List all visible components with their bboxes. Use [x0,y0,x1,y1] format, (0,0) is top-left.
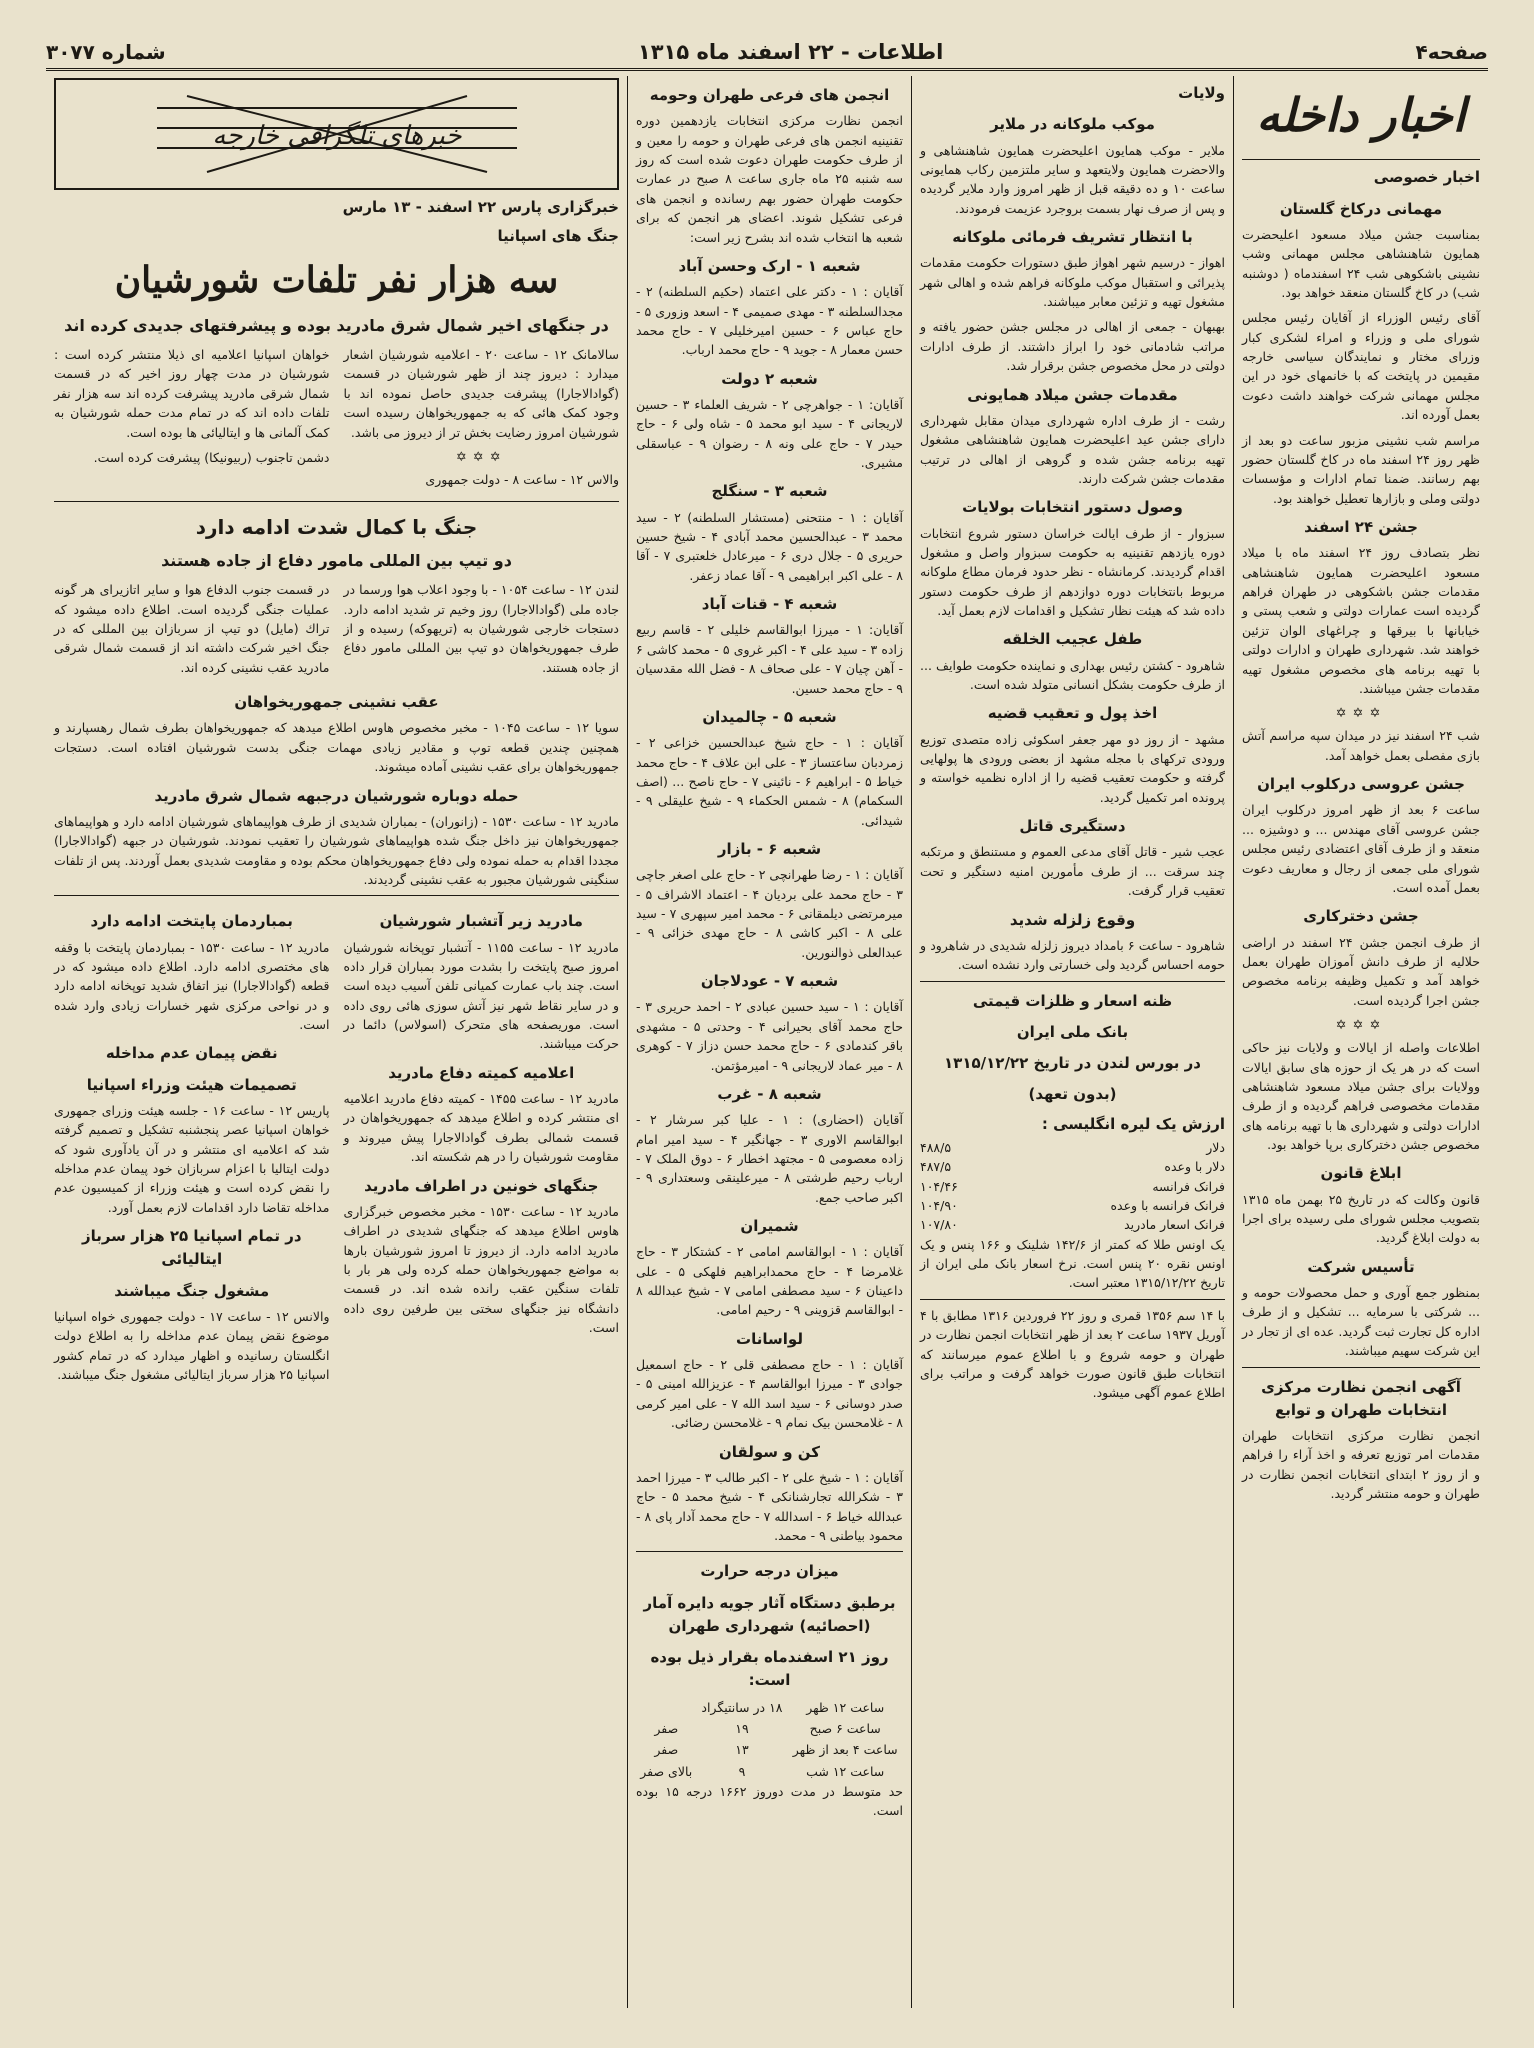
table-row: ساعت ۱۲ شب ۹ بالای صفر [640,1763,885,1779]
exchange-line: در بورس لندن در تاریخ ۱۳۱۵/۱۲/۲۲ [944,1054,1201,1072]
main-headline: سه هزار نفر تلفات شورشیان [114,258,559,301]
article-title: جنگهای خونین در اطراف مادرید [364,1176,599,1195]
column-foreign-news [46,76,628,2008]
article-title: طفل عجیب الخلقه [1002,630,1143,649]
article-title: موکب ملوکانه در ملایر [990,115,1155,134]
article-title: با انتظار تشریف فرمائی ملوکانه [952,228,1193,246]
article-title: تأسیس شرکت [1307,1257,1415,1276]
article-title: اعلامیه کمیته دفاع مادرید [388,1063,575,1082]
two-column-block [54,345,619,495]
article-body: اطلاعات واصله از ایالات و ولایات نیز حاکی است که در هر یک از حوزه های سابق ایالات وولایات برای جشن میلاد مسعود شاهنشاهی مقدمات مخصوصی فراهم گردیده و از طرف ادارات دولتی و شهرداری ها با تهیه برنامه های مخصوص جشن دخترکاری برپا خواهد بود. [1242,1040,1480,1153]
branch-body: آقایان : ۱ - منتحنی (مستشار السلطنه) ۲ - سید محمد ۳ - عبدالحسین محمد آبادی ۴ - شیخ حسین حریری ۵ - جلال دری ۶ - میرعادل خلعتبری ۷ - آقا ۸ - علی اکبر ابراهیمی ۹ - آقا عماد زعفر. [636,509,903,583]
article-body: ملایر - موکب همایون اعلیحضرت همایون شاهنشاهی و والاحضرت همایون ولایتعهد و سایر ملتزمین رکاب همایونی ساعت ۱۰ و ده دقیقه قبل از ظهر امروز وارد ملایر گردیده و پس از صرف نهار بسمت بروجرد عزیمت فرمودند. [920,142,1225,216]
article-body: عجب شیر - قاتل آقای مدعی العموم و مستنطق و مرتکبه چند سرقت ... از طرف مأمورین امنیه دستگیر و تحت تعقیب قرار گرفت. [920,844,1225,899]
table-row: ساعت ۱۲ ظهر ۱۸ در سانتیگراد [701,1699,885,1715]
page-number: صفحه۴ [1415,40,1488,64]
article-title: حمله دوباره شورشیان درجبهه شمال شرق مادرید [154,786,519,805]
article [1242,198,1480,1504]
article-title: اخذ پول و تعقیب قضیه [987,704,1158,723]
article-title: وقوع زلزله شدید [1009,910,1136,929]
article-body: مادرید ۱۲ - ساعت ۱۴۵۵ - کمیته دفاع مادرید اعلامیه ای منتشر کرده و اطلاع میدهد که جمهوریخواهان در قسمت شمالی بطرف گوادالاجارا پیش میروند و مقاومت شورشیان را در هم شکسته اند. [343,1091,619,1165]
exchange-rates [920,990,1225,1293]
article-body: والاس ۱۲ - ساعت ۸ - دولت جمهوری [425,472,619,488]
telegraph-lines-icon [147,88,527,180]
article-title: جنگ با کمال شدت ادامه دارد [195,515,478,540]
article-body: انجمن نظارت مرکزی انتخابات طهران مقدمات امر توزیع تعرفه و اخذ آراء را فراهم و از روز ۲ ابتدای انتخابات انجمن نظارت در طهران و حومه منتشر گردید. [1242,1428,1480,1502]
article-body: مادرید ۱۲ - ساعت ۱۵۳۰ - (زانوران) - بمباران شدیدی از طرف هواپیماهای شورشیان ادامه دارد و هواپیماهای جمهوریخواهان نیز داخل جنگ شده هواپیماهای شورشیان را تعقیب نمودند. شورشیان در جبهه (گوادالاجارا) مجددا اقدام به حمله نموده ولی دفاع جمهوریخواهان محکم بوده و مقاومت شدیدی بعمل آوردند. پس از تلفات سنگینی شورشیان مجبور به عقب نشینی گردیدند. [54,813,619,887]
exchange-bank: بانک ملی ایران [1016,1022,1129,1041]
article-title: عقب نشینی جمهوریخواهان [234,693,439,712]
article-title: دستگیری قاتل [1019,817,1126,836]
branch-title: شعبه ۵ - چالمیدان [702,707,837,726]
branch-title: شعبه ۲ دولت [721,369,818,388]
article-body: در قسمت جنوب الدفاع هوا و سایر اتازیرای هر گونه عملیات جنگی گردیده است. اطلاع داده میشود که تراك (مایل) دو تیپ از سربازان بین المللی که در جنگ اخیر شرکت داشته اند از قسمت شمال شرقی مادرید عقب نشینی کرده اند. [54,582,330,675]
branch-title: شمیران [740,1217,799,1235]
article-body: مادرید ۱۲ - ساعت ۱۱۵۵ - آتشبار توپخانه شورشیان امروز صبح پایتخت را بشدت مورد بمباران قرار داده است. چند باب عمارت کمیانی تلفن آسیب دیده است و در سایر نقاط شهر نیز آتش سوزی هائی روی داده است. موریصفحه های متحرک (اسولاس) دائما در حرکت میباشند. [343,939,620,1052]
article-body: ساعت ۶ بعد از ظهر امروز درکلوب ایران جشن عروسی آقای مهندس ... و دوشیزه ... منعقد و از طرف آقای اعتضادی رئیس مجلس شورای ملی جمعی از رجال و معاریف دعوت بعمل آمده است. [1242,802,1480,895]
article-body: والانس ۱۲ - ساعت ۱۷ - دولت جمهوری خواه اسپانیا موضوع نقض پیمان عدم مداخله را به اطلاع دولت انگلستان رسانیده و اظهار میدارد که در تمام کشور اسپانیا ۲۵ هزار سرباز ایتالیائی مشغول جنگ میباشند. [54,1308,330,1383]
article-title: مادرید زیر آتشبار شورشیان [379,912,583,931]
article-body: دشمن تاجنوب (ربیونیکا) پیشرفت کرده است. [93,449,330,465]
section-title: جنگ های اسپانیا [497,227,619,246]
column-provinces [912,76,1234,2008]
article-body: نظر بتصادف روز ۲۴ اسفند ماه با میلاد مسعود اعلیحضرت همایون شاهنشاهی مقدمات جشن باشکوهی در طهران فراهم گردیده است عمارات دولتی و شعب پستی و خیابانها با بیرقها و چراغهای الوان تزئین خواهند شد. شهرداری طهران و ادارات دولتی با تهیه برنامه های مخصوص مشغول تهیه مقدمات جشن میباشند. [1242,545,1480,696]
article-body: مراسم شب نشینی مزبور ساعت دو بعد از ظهر روز ۲۴ اسفند ماه در کاخ گلستان حضور بهم رسانند. ضمنا تمام ادارات و مؤسسات دولتی وملی و بازارها تعطیل خواهند بود. [1242,432,1480,506]
elections-notice: با ۱۴ سم ۱۳۵۶ قمری و روز ۲۲ فروردین ۱۳۱۶ مطابق با ۴ آوریل ۱۹۳۷ ساعت ۲ بعد از ظهر انتخابات انجمن نظارت در طهران و حومه شروع و با اطلاع عموم میرسانند که انتخابات طبق قانون صورت خواهد گرفت و مراتب برای اطلاع عموم آگهی میشود. [920,1307,1226,1401]
article-body: اهواز - درسیم شهر اهواز طبق دستورات حکومت مقدمات پذیرائی و استقبال موکب ملوکانه فراهم شده و اهالی شهر مشغول تهیه و تزئین معابر میباشند. [920,255,1225,309]
article-title: انجمن های فرعی طهران وحومه [649,86,890,104]
article-body: لندن ۱۲ - ساعت ۱۰۵۴ - با وجود اعلاب هوا ورسما در جاده ملی (گوادالاجارا) روز وخیم تر شدید ادامه دارد. دستجات خارجی شورشیان به (تریهوکه) رسیده و از طرف جمهوریخواهان دو تیپ بین المللی مامور دفاع از جاده هستند. [343,582,619,675]
branch-body: آقایان : ۱ - حاج شیخ عبدالحسین خزاعی ۲ - زمردبان ساعتساز ۳ - علی ابن علاف ۴ - حاج محمد خیاط ۵ - ابراهیم ۶ - نائینی ۷ - حاج ناصح ... (اصف السکمام) ۸ - شمس الحکماء ۹ - شیخ علیقلی ۹ - شیدائی. [636,735,904,828]
masthead [46,36,1488,71]
exchange-row: دلار ۴۸۸/۵ [920,1139,1225,1155]
article-body: سبزوار - از طرف ایالت خراسان دستور شروع انتخابات دوره یازدهم تقنینیه به حکومت سبزوار واصل و مشغول اقدام گردیدند. کرمانشاه - نظر حدود فرمان مطاع ملوکانه مربوط بانتخابات دوره دوازدهم از طرف حکومت دستور داده شد که هیئت نظار تشکیل و اقدامات لازم بعمل آید. [920,525,1225,618]
two-column-block [54,902,619,1390]
branch-title: شعبه ۱ - ارک وحسن آباد [678,256,861,275]
article-title: نقض پیمان عدم مداخله [105,1044,278,1063]
branch-body: آقایان : ۱ - شیخ علی ۲ - اکبر طالب ۳ - میرزا احمد ۳ - شکرالله تجارشنانکی ۴ - شیخ محمد ۵ - حاج عبدالله خیاط ۶ - اسدالله ۷ - حاج محمد آدار پای ۸ - محمود بیاطنی ۹ - محمد. [636,1469,904,1543]
exchange-head: ارزش یک لیره انگلیسی : [1041,1114,1225,1133]
article-subtitle: مشغول جنگ میباشند [114,1281,270,1300]
foreign-news-logo [54,78,619,190]
dateline: خبرگزاری پارس ۲۲ اسفند - ۱۳ مارس [342,198,619,216]
article-title: جشن عروسی درکلوب ایران [1257,775,1465,794]
article-body: شب ۲۴ اسفند نیز در میدان سپه مراسم آتش بازی مفصلی بعمل خواهد آمد. [1242,728,1480,763]
article-body: مشهد - از روز دو مهر جعفر اسکوئی زاده متصدی توزیع ورودی ترکهای با مجله مشهد از بعضی ورودی ها پولهایی گرفته و حکومت تعقیب قضیه را از اداره نظمیه خواسته و پرونده امر تکمیل گردید. [920,731,1225,805]
branch-body: آقایان : ۱ - ابوالقاسم امامی ۲ - کشتکار ۳ - حاج غلامرضا ۴ - حاج محمدابراهیم فلهکی ۵ - علی داعینان ۶ - سید مصطفی امامی ۷ - شیخ عبدالله ۸ - ابوالقاسم قزوینی ۹ - رحیم امامی. [636,1244,903,1318]
branch-title: شعبه ۶ - بازار [717,840,822,858]
branch-title: شعبه ۳ - سنگلج [711,482,828,501]
article-subtitle: دو تیپ بین المللی مامور دفاع از جاده هستند [161,551,512,571]
branch-title: لواسانات [736,1329,803,1348]
exchange-note: (بدون تعهد) [1028,1085,1117,1104]
article-title: جشن دخترکاری [1303,907,1419,926]
article-body: انجمن نظارت مرکزی انتخابات یازدهمین دوره تقنینیه انجمن های فرعی طهران و حومه را معین و از طرف حکومت طهران دعوت شده است که روز سه شنبه ۲۵ ماه جاری ساعت ۸ صبح در عمارت حکومت طهران حضور بهم رسانده و انجمن های فرعی تشکیل شوند. اعضای هر انجمن که برای شعبه ها انتخاب شده اند بشرح زیر است: [636,113,903,245]
exchange-row: دلار با وعده ۴۸۷/۵ [920,1159,1225,1175]
column-domestic [1234,76,1488,2008]
section-banner: اخبار داخله [1256,88,1466,142]
article-title: بمباردمان پایتخت ادامه دارد [90,912,293,931]
article-body: خواهان اسپانیا اعلامیه ای ذیلا منتشر کرده است : شورشیان در مدت چهار روز اخیر که در قسمت شمال شرقی مادرید پیشرفت کرده اند سه هزار نفر تلفات داده اند که در تمام مدت حمله شورشیان به کمک آلمانی ها و ایتالیائی ها بوده است. [54,347,330,440]
article-title: ابلاغ قانون [1320,1164,1402,1183]
branch-body: آقایان: ۱ - میرزا ابوالقاسم خلیلی ۲ - قاسم ربیع زاده ۳ - سید علی ۴ - اکبر غروی ۵ - محمد کاشی ۶ - آهن چیان ۷ - علی صحاف ۸ - فضل الله مقدسیان ۹ - حاج محمد حسین. [636,622,904,696]
branch-title: کن و سولقان [718,1442,820,1461]
weather-title: میزان درجه حرارت [700,1562,839,1581]
branch-title: شعبه ۸ - غرب [717,1084,822,1103]
weather-note: روز ۲۱ اسفندماه بقرار ذیل بوده است: [650,1648,889,1690]
weather-subtitle: برطبق دستگاه آثار جویه دایره آمار (احصائیه) شهرداری طهران [643,1593,896,1635]
article-title: در تمام اسپانیا ۲۵ هزار سرباز ایتالیائی [81,1227,302,1269]
sub-headline: در جنگهای اخیر شمال شرق مادرید بوده و پیشرفتهای جدیدی کرده اند [64,316,609,336]
weather-footer: حد متوسط در مدت دوروز ۱۶۶۲ درجه ۱۵ بوده است. [636,1784,903,1819]
issue-number: شماره ۳۰۷۷ [46,40,166,64]
exchange-row: فرانک فرانسه ۱۰۴/۴۶ [920,1178,1225,1194]
branch-body: آقایان: ۱ - جواهرچی ۲ - شریف العلماء ۳ - حسین لاریجانی ۴ - سید ابو محمد ۵ - شاه ولی ۶ - حاج حیدر ۷ - حاج علی ونه ۸ - رضوان ۹ - عباسقلی مشیری. [636,396,904,470]
branch-title: شعبه ۷ - عودلاجان [700,972,839,991]
article-title: مقدمات جشن میلاد همایونی [967,385,1178,404]
article-body: بمناسبت جشن میلاد مسعود اعلیحضرت همایون شاهنشاهی مجلس مهمانی وشب نشینی باشکوهی شب ۲۴ اسفندماه ( دوشنبه شب) در کاخ گلستان منعقد خواهد بود. [1242,226,1480,300]
article-body: قانون وکالت که در تاریخ ۲۵ بهمن ماه ۱۳۱۵ بتصویب مجلس شورای ملی رسیده برای اجرا به دولت ابلاغ گردید. [1242,1191,1480,1246]
article-body: مادرید ۱۲ - ساعت ۱۵۳۰ - بمباردمان پایتخت با وقفه های مختصری ادامه دارد. اطلاع داده میشود که در قطعه (گوادالاجارا) نیز اتفاق شدید توپخانه ادامه دارد و در نواحی مرکزی شهر خسارات زیادی وارد شده است. [54,939,330,1033]
divider-stars: ✡✡✡ [1335,706,1387,722]
divider-stars: ✡✡✡ [455,449,507,465]
article-title: وصول دستور انتخابات بولایات [962,498,1183,517]
issue-date: اطلاعات - ۲۲ اسفند ماه ۱۳۱۵ [637,40,944,64]
article-title: مهمانی درکاخ گلستان [1279,199,1443,218]
exchange-row: فرانک اسعار مادرید ۱۰۷/۸۰ [920,1217,1225,1233]
section-title: ولایات [1178,84,1225,102]
exchange-row: فرانک فرانسه با وعده ۱۰۴/۹۰ [920,1197,1225,1213]
branch-body: آقایان : ۱ - دکتر علی اعتماد (حکیم السلطنه) ۲ - مجدالسلطنه ۳ - مهدی صمیمی ۴ - اسعد وزوری ۵ - حاج عباس ۶ - حسین امیرخلیلی ۷ - حاج محمد حسن معمار ۸ - جوید ۹ - حاج محمد ارباب. [636,284,904,358]
article-body: شاهرود - کشتن رئیس بهداری و نماینده حکومت طوایف ... از طرف حکومت بشکل انسانی متولد شده است. [920,657,1225,692]
article-subtitle: تصمیمات هیئت وزراء اسپانیا [86,1075,297,1094]
article-title: جشن ۲۴ اسفند [1304,518,1418,537]
weather-table [636,1697,903,1783]
table-row: ساعت ۶ صبح ۱۹ صفر [654,1720,881,1736]
branch-body: آقایان : ۱ - سید حسین عبادی ۲ - احمد حریری ۳ - حاج محمد آقای بحیرانی ۴ - وحدتی ۵ - مشهدی باقر کندمادی ۶ - حاج محمد حسن دزاز ۷ - کوهری ۸ - میر عماد لاریجانی ۹ - امیرمؤتمن. [636,999,904,1073]
divider-stars: ✡✡✡ [1335,1018,1387,1034]
table-row: ساعت ۴ بعد از ظهر ۱۳ صفر [654,1742,898,1758]
article-body: شاهرود - ساعت ۶ بامداد دیروز زلزله شدیدی در شاهرود و حومه احساس گردید ولی خسارتی وارد نشده است. [920,937,1225,973]
article-title: آگهی انجمن نظارت مرکزی انتخابات طهران و توابع [1261,1377,1461,1419]
article-body: پاریس ۱۲ - ساعت ۱۶ - جلسه هیئت وزرای جمهوری خواهان اسپانیا عصر پنجشنبه تشکیل و تصمیم گرفته شد که اعلامیه ای منتشر و در آن یادآوری شود که دولت ایتالیا با اعزام سربازان خود پیمان عدم مداخله را نقض کرده است و هیئت وزراء از کمیسیون عدم مداخله تقاضا دارد اقدامات لازم بعمل آورد. [54,1102,330,1215]
branch-title: شعبه ۴ - قنات آباد [701,595,838,614]
exchange-footer: یک اونس طلا که کمتر از ۱۴۲/۶ شلینک و ۱۶۶ پنس و یک اونس نقره ۲۰ پنس است. نرخ اسعار بانک ملی ایران از تاریخ ۱۳۱۵/۱۲/۲۲ معتبر است. [920,1236,1226,1291]
section-title: اخبار خصوصی [1373,168,1480,187]
branch-body: آقایان : ۱ - رضا طهرانچی ۲ - حاج علی اصغر جاچی ۳ - حاج محمد علی بردیان ۴ - اعتماد الاشراف ۵ - میرمرتضی دیلمقانی ۶ - محمد امیر سپهری ۷ - سید علی ۸ - اکبر کاشی ۸ - حاج مهدی خزائی ۹ - عبدالعلی ذوالنورین. [636,867,904,960]
two-column-block [54,580,619,683]
logo-text: خبرهای تلگرافی خارجه [211,121,462,151]
exchange-title: ظنه اسعار و ظلزات قیمتی [972,991,1173,1010]
article-body: سالامانک ۱۲ - ساعت ۲۰ - اعلامیه شورشیان اشعار میدارد : دیروز چند از ظهر شورشیان در قسمت (گوادالاجارا) پیشرفت جدیدی حاصل نموده اند با وجود کمک هائی که به جمهوریخواهان رسیده است شورشیان امروز رضایت بخش تر از دیروز می باشد. [343,347,619,440]
column-election-branches [628,76,912,2008]
article-body: بهبهان - جمعی از اهالی در مجلس جشن حضور یافته و مراتب شادمانی خود را ابراز داشتند. از طرف ادارات دولتی در محل مخصوص جشن برقرار شد. [920,319,1225,374]
article-body: مادرید ۱۲ - ساعت ۱۵۳۰ - مخبر مخصوص خبرگزاری هاوس اطلاع میدهد که جنگهای شدیدی در اطراف مادرید ادامه دارد. از دیروز تا امروز شورشیان بارها به مواضع جمهوریخواهان حمله کرده ولی هر بار با تلفات سنگین عقب رانده شده اند. در قسمت دانشگاه نیز جنگهای سختی بین طرفین روی داده است. [343,1203,620,1336]
article-body: بمنظور جمع آوری و حمل محصولات حومه و ... شرکتی با سرمایه ... تشکیل و از طرف اداره کل تجارت ثبت گردید. عده ای از تجار در این شرکت سهیم میباشند. [1242,1285,1480,1359]
branch-body: آقایان : ۱ - حاج مصطفی قلی ۲ - حاج اسمعیل جوادی ۳ - میرزا ابوالقاسم ۴ - عزیزالله امینی ۵ - صدر دوسانی ۶ - سید اسد الله ۷ - علی امیر کرمی ۸ - غلامحسن بیک نمام ۹ - غلامحسن رضائی. [636,1357,904,1431]
temperature-box [636,1560,903,1821]
article-body: آقای رئیس الوزراء از آقایان رئیس مجلس شورای ملی و وزراء و امراء لشکری کبار وزرای مختار و نمایندگان سیاسی خارجه مقیمین در پایتخت که با خانمهای خود در این مجلس مهمانی شرکت خواهند داشت دعوت بعمل آورده اند. [1242,310,1480,423]
article-body: از طرف انجمن جشن ۲۴ اسفند در اراضی حلالیه از طرف دانش آموزان طهران بعمل خواهد آمد و تکمیل وظیفه برنامه مخصوص جشن اجرا گردیده است. [1242,934,1480,1008]
branch-body: آقایان (احضاری) : ۱ - علیا کبر سرشار ۲ - ابوالقاسم الاوری ۳ - جهانگیر ۴ - سید امیر امام زاده معصومی ۵ - مجتهد اخطار ۶ - دوق الملک ۷ - ارباب رحیم طرشتی ۸ - میرعلینقی وسعتداری ۹ - اکبر صاحب جمع. [636,1112,904,1205]
article-body: رشت - از طرف اداره شهرداری میدان مقابل شهرداری دارای جشن عید اعلیحضرت همایون شاهنشاهی مشغول تهیه برنامه جشن شده و گروهی از اهالی در ترتیب مقدمات جشن شرکت دارند. [920,412,1225,486]
article-body: سویا ۱۲ - ساعت ۱۰۴۵ - مخبر مخصوص هاوس اطلاع میدهد که جمهوریخواهان بطرف شمال رهسپارند و همچنین چندین قطعه توپ و مقادیر زیادی مهمات جنگی بدست شورشیان افتاده است. دستجات جمهوریخواهان برای عقب نشینی آماده میشوند. [54,720,619,775]
